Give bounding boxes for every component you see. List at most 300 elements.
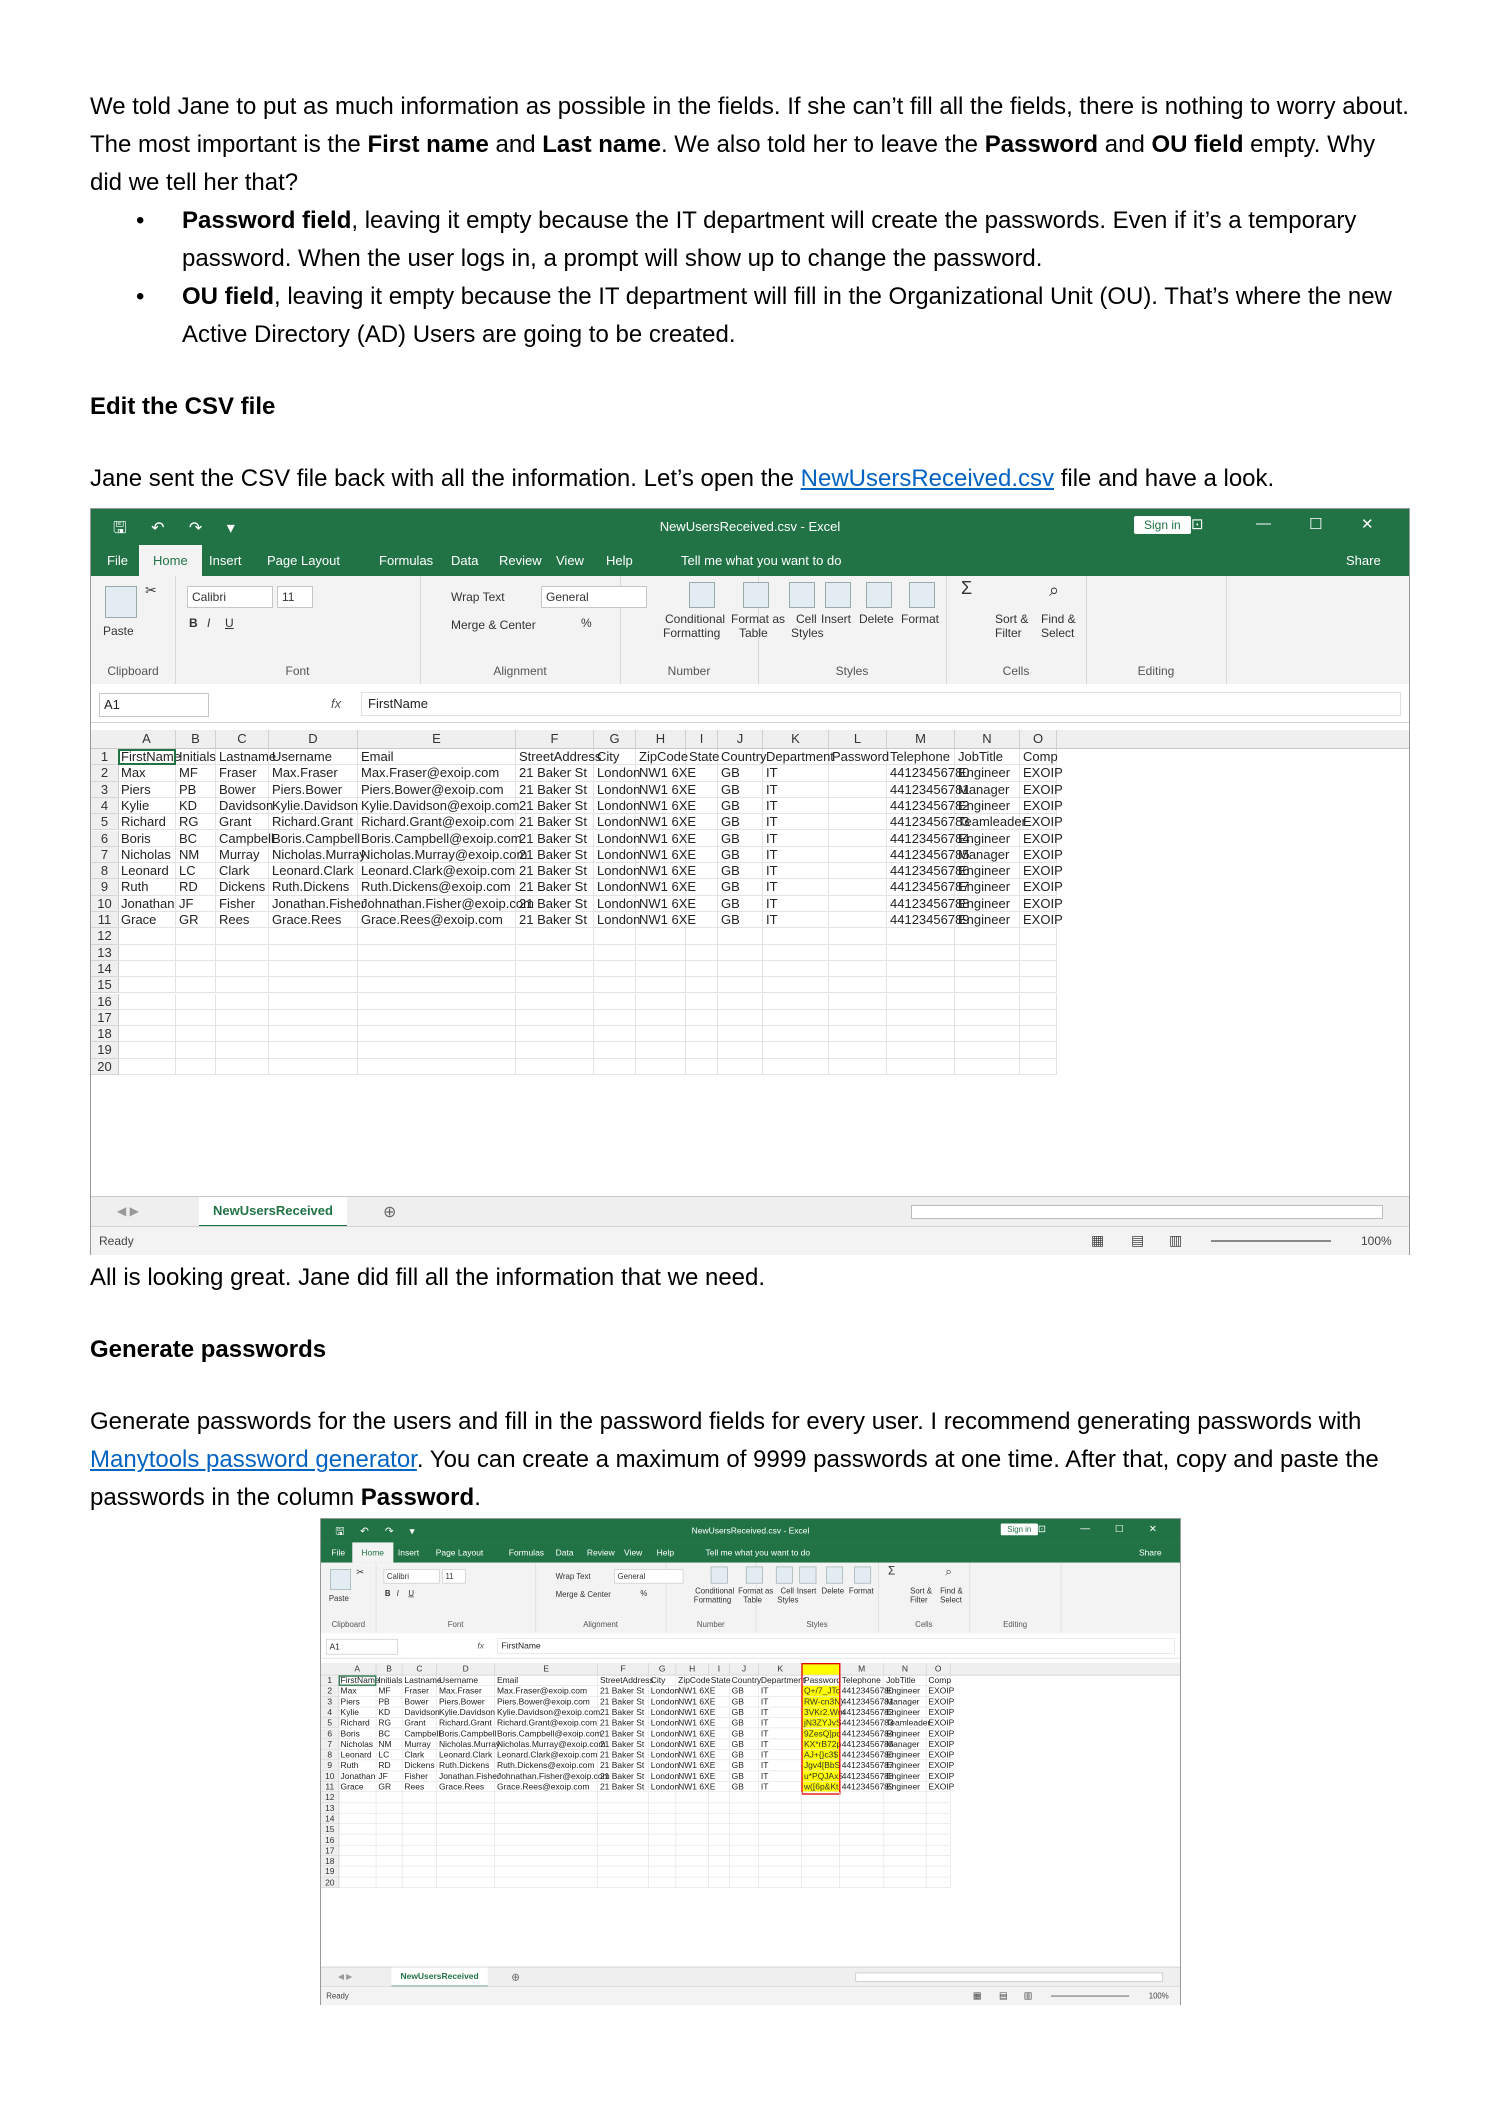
minimize-icon[interactable]: — xyxy=(1080,1522,1091,1534)
close-icon[interactable]: ✕ xyxy=(1361,516,1374,533)
empty-cell[interactable] xyxy=(594,977,636,993)
empty-cell[interactable] xyxy=(598,1814,649,1825)
table-cell[interactable]: GB xyxy=(718,847,763,863)
empty-cell[interactable] xyxy=(759,1792,802,1803)
empty-cell[interactable] xyxy=(759,1824,802,1835)
empty-cell[interactable] xyxy=(730,1824,759,1835)
table-cell[interactable] xyxy=(709,1782,730,1793)
wrap-text-button[interactable]: Wrap Text xyxy=(451,590,505,604)
table-cell[interactable]: IT xyxy=(759,1697,802,1708)
table-cell[interactable]: GB xyxy=(718,831,763,847)
table-cell[interactable] xyxy=(709,1718,730,1729)
table-cell[interactable]: LC xyxy=(376,1750,402,1761)
password-cell[interactable]: AJ+{}c3$ xyxy=(803,1749,839,1760)
conditional-formatting-icon[interactable] xyxy=(689,582,715,608)
table-cell[interactable]: London xyxy=(594,831,636,847)
table-cell[interactable]: GB xyxy=(730,1782,759,1793)
table-cell[interactable]: GB xyxy=(718,814,763,830)
table-cell[interactable]: 44123456785 xyxy=(887,847,955,863)
tab-home[interactable]: Home xyxy=(352,1542,393,1562)
empty-cell[interactable] xyxy=(884,1845,926,1856)
empty-cell[interactable] xyxy=(636,961,686,977)
table-cell[interactable]: NW1 6XE xyxy=(636,896,686,912)
row-header-7[interactable]: 7 xyxy=(91,847,119,863)
empty-cell[interactable] xyxy=(840,1814,884,1825)
empty-cell[interactable] xyxy=(802,1867,840,1878)
header-cell-C[interactable]: Lastname xyxy=(216,749,269,765)
cut-icon[interactable]: ✂ xyxy=(356,1566,364,1578)
table-cell[interactable]: GB xyxy=(730,1729,759,1740)
format-cells-icon[interactable] xyxy=(909,582,935,608)
header-cell-G[interactable]: City xyxy=(649,1675,676,1686)
empty-cell[interactable] xyxy=(269,1059,358,1075)
sign-in-button[interactable]: Sign in xyxy=(1134,516,1191,534)
table-cell[interactable]: Richard.Grant xyxy=(437,1718,495,1729)
table-cell[interactable]: EXOIP xyxy=(928,1739,955,1749)
table-cell[interactable]: EXOIP xyxy=(928,1728,955,1739)
empty-cell[interactable] xyxy=(598,1792,649,1803)
paste-label[interactable]: Paste xyxy=(328,1593,349,1604)
empty-cell[interactable] xyxy=(1020,1010,1057,1026)
empty-cell[interactable] xyxy=(718,1059,763,1075)
empty-cell[interactable] xyxy=(269,1010,358,1026)
tab-help[interactable]: Help xyxy=(656,1547,675,1558)
table-cell[interactable]: Davidson xyxy=(216,798,269,814)
empty-cell[interactable] xyxy=(887,961,955,977)
table-cell[interactable] xyxy=(686,765,718,781)
empty-cell[interactable] xyxy=(709,1814,730,1825)
table-cell[interactable]: GB xyxy=(718,896,763,912)
empty-cell[interactable] xyxy=(1020,1026,1057,1042)
column-header-G[interactable]: G xyxy=(594,730,636,748)
paste-icon[interactable] xyxy=(330,1569,351,1590)
table-cell[interactable]: Teamleader xyxy=(886,1717,931,1728)
sheet-tab-newusersreceived[interactable]: NewUsersReceived xyxy=(199,1197,347,1228)
table-cell[interactable]: London xyxy=(650,1739,680,1749)
empty-cell[interactable] xyxy=(926,1877,950,1888)
table-cell[interactable]: NW1 6XE xyxy=(678,1686,716,1696)
empty-cell[interactable] xyxy=(594,945,636,961)
table-cell[interactable]: 21 Baker St xyxy=(516,912,594,928)
empty-cell[interactable] xyxy=(763,1042,829,1058)
empty-cell[interactable] xyxy=(802,1814,840,1825)
empty-cell[interactable] xyxy=(955,961,1020,977)
format-as-table-icon[interactable] xyxy=(746,1567,763,1584)
empty-cell[interactable] xyxy=(763,994,829,1010)
row-header-2[interactable]: 2 xyxy=(91,765,119,781)
table-cell[interactable]: Grant xyxy=(216,814,269,830)
table-cell[interactable]: Campbell xyxy=(404,1728,441,1739)
row-header-15[interactable]: 15 xyxy=(321,1824,339,1835)
empty-cell[interactable] xyxy=(887,1026,955,1042)
empty-cell[interactable] xyxy=(437,1845,495,1856)
table-cell[interactable]: Ruth.Dickens xyxy=(437,1760,495,1771)
table-cell[interactable]: Max.Fraser@exoip.com xyxy=(495,1686,598,1697)
empty-cell[interactable] xyxy=(709,1867,730,1878)
name-box[interactable]: A1 xyxy=(99,693,209,717)
empty-cell[interactable] xyxy=(376,1824,402,1835)
empty-cell[interactable] xyxy=(884,1824,926,1835)
table-cell[interactable]: Engineer xyxy=(955,912,1020,928)
table-cell[interactable]: BC xyxy=(176,831,216,847)
table-cell[interactable]: GB xyxy=(718,782,763,798)
empty-cell[interactable] xyxy=(598,1867,649,1878)
header-cell-L[interactable]: Password xyxy=(829,749,887,765)
empty-cell[interactable] xyxy=(676,1824,709,1835)
table-cell[interactable]: 44123456786 xyxy=(887,863,955,879)
table-cell[interactable]: Fraser xyxy=(402,1686,437,1697)
empty-cell[interactable] xyxy=(884,1814,926,1825)
table-cell[interactable]: Richard xyxy=(118,814,176,830)
table-cell[interactable]: NW1 6XE xyxy=(678,1728,716,1739)
table-cell[interactable]: GB xyxy=(730,1718,759,1729)
find-select-icon[interactable]: ⌕ xyxy=(1049,580,1060,600)
empty-cell[interactable] xyxy=(759,1856,802,1867)
column-header-F[interactable]: F xyxy=(516,730,594,748)
empty-cell[interactable] xyxy=(516,977,594,993)
sort-filter-label[interactable]: Sort & xyxy=(910,1586,932,1596)
find-select-label-2[interactable]: Select xyxy=(1041,626,1075,640)
empty-cell[interactable] xyxy=(118,1026,176,1042)
row-header-18[interactable]: 18 xyxy=(321,1856,339,1867)
table-cell[interactable]: EXOIP xyxy=(1020,912,1057,928)
empty-cell[interactable] xyxy=(730,1845,759,1856)
empty-cell[interactable] xyxy=(636,994,686,1010)
table-cell[interactable]: GR xyxy=(176,912,216,928)
empty-cell[interactable] xyxy=(763,961,829,977)
empty-cell[interactable] xyxy=(730,1803,759,1814)
table-cell[interactable]: Clark xyxy=(216,863,269,879)
header-cell-B[interactable]: Initials xyxy=(378,1675,403,1686)
table-cell[interactable]: 44123456785 xyxy=(841,1739,894,1749)
empty-cell[interactable] xyxy=(829,1059,887,1075)
empty-cell[interactable] xyxy=(802,1824,840,1835)
empty-cell[interactable] xyxy=(216,1010,269,1026)
empty-cell[interactable] xyxy=(594,1059,636,1075)
empty-cell[interactable] xyxy=(649,1845,676,1856)
horizontal-scrollbar[interactable] xyxy=(911,1205,1383,1219)
password-cell[interactable]: Jgv4[BbS xyxy=(803,1760,841,1771)
column-header-M[interactable]: M xyxy=(887,730,955,748)
empty-cell[interactable] xyxy=(216,977,269,993)
table-cell[interactable]: NW1 6XE xyxy=(636,798,686,814)
row-header-9[interactable]: 9 xyxy=(321,1760,339,1771)
table-cell[interactable]: EXOIP xyxy=(1020,831,1057,847)
table-cell[interactable] xyxy=(709,1750,730,1761)
empty-cell[interactable] xyxy=(598,1824,649,1835)
header-cell-D[interactable]: Username xyxy=(269,749,358,765)
empty-cell[interactable] xyxy=(495,1835,598,1846)
table-cell[interactable]: Engineer xyxy=(884,1707,926,1718)
table-cell[interactable]: Murray xyxy=(216,847,269,863)
table-cell[interactable]: Nicholas.Murray@exoip.com xyxy=(358,847,516,863)
table-cell[interactable]: 21 Baker St xyxy=(516,831,594,847)
new-sheet-icon[interactable]: ⊕ xyxy=(383,1204,397,1221)
table-cell[interactable]: Rees xyxy=(216,912,269,928)
sort-filter-label-2[interactable]: Filter xyxy=(995,626,1022,640)
find-select-label[interactable]: Find & xyxy=(1041,612,1076,626)
empty-cell[interactable] xyxy=(759,1835,802,1846)
maximize-icon[interactable]: ☐ xyxy=(1114,1523,1124,1535)
empty-cell[interactable] xyxy=(730,1867,759,1878)
table-cell[interactable]: RD xyxy=(376,1760,402,1771)
empty-cell[interactable] xyxy=(339,1824,377,1835)
empty-cell[interactable] xyxy=(495,1792,598,1803)
table-cell[interactable]: Fisher xyxy=(402,1771,437,1782)
table-cell[interactable]: Kylie xyxy=(118,798,176,814)
row-header-16[interactable]: 16 xyxy=(321,1835,339,1846)
empty-cell[interactable] xyxy=(676,1856,709,1867)
password-cell[interactable]: Q+/7_JTc xyxy=(803,1686,840,1696)
table-cell[interactable]: 21 Baker St xyxy=(598,1760,649,1771)
empty-cell[interactable] xyxy=(376,1845,402,1856)
empty-cell[interactable] xyxy=(926,1824,950,1835)
empty-cell[interactable] xyxy=(516,961,594,977)
table-cell[interactable]: Fisher xyxy=(216,896,269,912)
table-cell[interactable]: 44123456781 xyxy=(887,782,955,798)
table-cell[interactable]: London xyxy=(650,1707,680,1718)
table-cell[interactable]: EXOIP xyxy=(1020,847,1057,863)
empty-cell[interactable] xyxy=(402,1792,437,1803)
table-cell[interactable]: Johnathan.Fisher@exoip.com xyxy=(496,1771,610,1781)
table-cell[interactable]: Grace.Rees xyxy=(437,1782,495,1793)
table-cell[interactable] xyxy=(709,1771,730,1782)
empty-cell[interactable] xyxy=(926,1867,950,1878)
password-cell[interactable] xyxy=(829,831,887,847)
font-size-select[interactable]: 11 xyxy=(277,586,313,608)
empty-cell[interactable] xyxy=(718,928,763,944)
empty-cell[interactable] xyxy=(718,1042,763,1058)
table-cell[interactable]: Boris xyxy=(118,831,176,847)
empty-cell[interactable] xyxy=(840,1867,884,1878)
empty-cell[interactable] xyxy=(118,945,176,961)
table-cell[interactable]: Engineer xyxy=(955,863,1020,879)
table-cell[interactable]: Kylie xyxy=(339,1707,377,1718)
table-cell[interactable]: Max xyxy=(339,1686,377,1697)
empty-cell[interactable] xyxy=(887,977,955,993)
table-cell[interactable]: Nicholas.Murray@exoip.com xyxy=(496,1739,606,1749)
empty-cell[interactable] xyxy=(955,1042,1020,1058)
row-header-6[interactable]: 6 xyxy=(91,831,119,847)
empty-cell[interactable] xyxy=(759,1803,802,1814)
empty-cell[interactable] xyxy=(926,1792,950,1803)
empty-cell[interactable] xyxy=(802,1792,840,1803)
header-cell-G[interactable]: City xyxy=(594,749,636,765)
tell-me-search[interactable]: Tell me what you want to do xyxy=(705,1547,811,1558)
empty-cell[interactable] xyxy=(802,1877,840,1888)
empty-cell[interactable] xyxy=(594,1026,636,1042)
empty-cell[interactable] xyxy=(829,1010,887,1026)
row-header-16[interactable]: 16 xyxy=(91,994,119,1010)
row-header-15[interactable]: 15 xyxy=(91,977,119,993)
table-cell[interactable]: London xyxy=(650,1728,680,1739)
table-cell[interactable]: Kylie.Davidson xyxy=(269,798,358,814)
table-cell[interactable]: GB xyxy=(730,1760,759,1771)
italic-button[interactable]: I xyxy=(396,1588,399,1598)
empty-cell[interactable] xyxy=(887,994,955,1010)
empty-cell[interactable] xyxy=(269,961,358,977)
minimize-icon[interactable]: — xyxy=(1256,515,1271,532)
empty-cell[interactable] xyxy=(887,945,955,961)
table-cell[interactable]: London xyxy=(594,863,636,879)
table-cell[interactable]: Kylie.Davidson@exoip.com xyxy=(496,1707,601,1718)
table-cell[interactable]: EXOIP xyxy=(1020,814,1057,830)
table-cell[interactable]: Engineer xyxy=(955,896,1020,912)
table-cell[interactable]: 21 Baker St xyxy=(598,1729,649,1740)
empty-cell[interactable] xyxy=(759,1867,802,1878)
row-header-2[interactable]: 2 xyxy=(321,1686,339,1697)
table-cell[interactable]: NW1 6XE xyxy=(636,814,686,830)
table-cell[interactable]: EXOIP xyxy=(1020,765,1057,781)
header-cell-C[interactable]: Lastname xyxy=(404,1675,442,1686)
empty-cell[interactable] xyxy=(118,994,176,1010)
empty-cell[interactable] xyxy=(709,1845,730,1856)
empty-cell[interactable] xyxy=(840,1803,884,1814)
zoom-slider[interactable] xyxy=(1211,1240,1331,1242)
wrap-text-button[interactable]: Wrap Text xyxy=(555,1571,591,1581)
table-cell[interactable] xyxy=(686,831,718,847)
format-cells-label[interactable]: Format xyxy=(901,612,940,626)
empty-cell[interactable] xyxy=(358,1026,516,1042)
empty-cell[interactable] xyxy=(840,1824,884,1835)
empty-cell[interactable] xyxy=(376,1877,402,1888)
normal-view-icon[interactable]: ▦ xyxy=(972,1990,982,2001)
table-cell[interactable]: Ruth.Dickens@exoip.com xyxy=(358,879,516,895)
table-cell[interactable]: RG xyxy=(376,1718,402,1729)
empty-cell[interactable] xyxy=(269,994,358,1010)
table-cell[interactable]: 44123456783 xyxy=(841,1717,894,1728)
header-cell-N[interactable]: JobTitle xyxy=(884,1675,926,1686)
empty-cell[interactable] xyxy=(594,961,636,977)
empty-cell[interactable] xyxy=(884,1835,926,1846)
table-cell[interactable]: 21 Baker St xyxy=(598,1739,649,1750)
empty-cell[interactable] xyxy=(730,1877,759,1888)
empty-cell[interactable] xyxy=(216,994,269,1010)
tab-view[interactable]: View xyxy=(556,553,584,568)
empty-cell[interactable] xyxy=(216,1026,269,1042)
merge-center-button[interactable]: Merge & Center xyxy=(451,618,536,632)
table-cell[interactable]: Nicholas xyxy=(118,847,176,863)
column-header-I[interactable]: I xyxy=(686,730,718,748)
password-cell[interactable]: jN3ZYJvS xyxy=(803,1717,842,1728)
empty-cell[interactable] xyxy=(437,1877,495,1888)
column-header-D[interactable]: D xyxy=(269,730,358,748)
table-cell[interactable]: Kylie.Davidson xyxy=(438,1707,496,1718)
table-cell[interactable]: Bower xyxy=(216,782,269,798)
header-cell-I[interactable]: State xyxy=(686,749,718,765)
empty-cell[interactable] xyxy=(339,1877,377,1888)
row-header-10[interactable]: 10 xyxy=(321,1771,339,1782)
table-cell[interactable]: Leonard xyxy=(118,863,176,879)
table-cell[interactable]: KD xyxy=(176,798,216,814)
find-select-label[interactable]: Find & xyxy=(940,1586,963,1596)
table-cell[interactable]: EXOIP xyxy=(928,1717,955,1728)
table-cell[interactable]: PB xyxy=(176,782,216,798)
column-header-E[interactable]: E xyxy=(358,730,516,748)
header-cell-N[interactable]: JobTitle xyxy=(955,749,1020,765)
column-header-A[interactable]: A xyxy=(118,730,176,748)
row-header-12[interactable]: 12 xyxy=(91,928,119,944)
table-cell[interactable]: London xyxy=(594,879,636,895)
table-cell[interactable]: Piers.Bower@exoip.com xyxy=(495,1697,598,1708)
table-cell[interactable]: London xyxy=(650,1781,680,1792)
sheet-nav-icon[interactable]: ◀ ▶ xyxy=(337,1971,353,1982)
table-cell[interactable]: Richard.Grant@exoip.com xyxy=(496,1717,597,1728)
table-cell[interactable]: EXOIP xyxy=(928,1749,955,1760)
empty-cell[interactable] xyxy=(176,1059,216,1075)
empty-cell[interactable] xyxy=(437,1803,495,1814)
empty-cell[interactable] xyxy=(402,1814,437,1825)
password-cell[interactable]: 3VKr2.Wm xyxy=(803,1707,845,1718)
table-cell[interactable]: Campbell xyxy=(216,831,269,847)
password-cell[interactable] xyxy=(829,765,887,781)
table-cell[interactable]: MF xyxy=(176,765,216,781)
table-cell[interactable]: Rees xyxy=(402,1782,437,1793)
table-cell[interactable]: 44123456780 xyxy=(841,1686,894,1696)
empty-cell[interactable] xyxy=(358,1042,516,1058)
column-header-B[interactable]: B xyxy=(376,1663,402,1675)
column-header-G[interactable]: G xyxy=(649,1663,676,1675)
row-header-14[interactable]: 14 xyxy=(321,1814,339,1825)
insert-cells-label[interactable]: Insert xyxy=(796,1586,817,1596)
table-cell[interactable]: IT xyxy=(759,1782,802,1793)
table-cell[interactable] xyxy=(686,814,718,830)
empty-cell[interactable] xyxy=(516,945,594,961)
delete-cells-label[interactable]: Delete xyxy=(859,612,894,626)
empty-cell[interactable] xyxy=(686,928,718,944)
empty-cell[interactable] xyxy=(649,1803,676,1814)
table-cell[interactable]: IT xyxy=(763,765,829,781)
table-cell[interactable] xyxy=(686,879,718,895)
sort-filter-label[interactable]: Sort & xyxy=(995,612,1029,626)
table-cell[interactable]: London xyxy=(650,1760,680,1771)
table-cell[interactable] xyxy=(709,1739,730,1750)
table-cell[interactable]: IT xyxy=(763,879,829,895)
empty-cell[interactable] xyxy=(516,1010,594,1026)
table-cell[interactable]: IT xyxy=(759,1771,802,1782)
column-header-K[interactable]: K xyxy=(759,1663,802,1675)
table-cell[interactable]: Max xyxy=(118,765,176,781)
conditional-formatting-label-2[interactable]: Formatting xyxy=(693,1595,732,1605)
table-cell[interactable]: London xyxy=(650,1686,680,1696)
empty-cell[interactable] xyxy=(840,1856,884,1867)
header-cell-A[interactable]: FirstName xyxy=(118,749,176,765)
table-cell[interactable]: EXOIP xyxy=(928,1696,955,1707)
empty-cell[interactable] xyxy=(636,1026,686,1042)
empty-cell[interactable] xyxy=(176,1042,216,1058)
table-cell[interactable]: MF xyxy=(376,1686,402,1697)
empty-cell[interactable] xyxy=(709,1856,730,1867)
empty-cell[interactable] xyxy=(118,1042,176,1058)
table-cell[interactable]: London xyxy=(594,782,636,798)
empty-cell[interactable] xyxy=(516,928,594,944)
tab-review[interactable]: Review xyxy=(586,1547,615,1558)
empty-cell[interactable] xyxy=(649,1867,676,1878)
bold-button[interactable]: B xyxy=(384,1588,391,1598)
table-cell[interactable]: London xyxy=(650,1771,680,1781)
empty-cell[interactable] xyxy=(686,945,718,961)
table-cell[interactable]: IT xyxy=(763,896,829,912)
number-format-select[interactable]: General xyxy=(614,1569,683,1583)
empty-cell[interactable] xyxy=(649,1856,676,1867)
empty-cell[interactable] xyxy=(376,1814,402,1825)
table-cell[interactable]: Ruth.Dickens@exoip.com xyxy=(495,1760,598,1771)
cell-styles-label-2[interactable]: Styles xyxy=(777,1595,799,1605)
table-cell[interactable]: Engineer xyxy=(955,879,1020,895)
table-cell[interactable] xyxy=(686,798,718,814)
empty-cell[interactable] xyxy=(339,1792,377,1803)
empty-cell[interactable] xyxy=(763,928,829,944)
